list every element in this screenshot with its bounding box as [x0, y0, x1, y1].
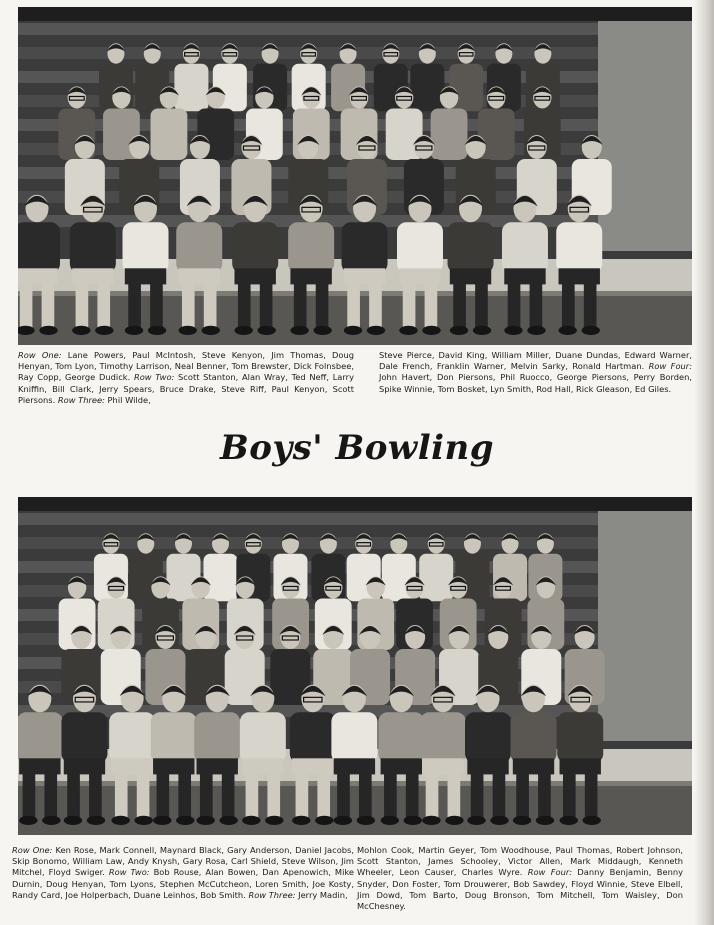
leg: [44, 772, 57, 818]
leg: [246, 772, 259, 818]
shirt: [556, 222, 602, 273]
leg: [508, 282, 521, 328]
lap: [422, 758, 463, 774]
leg: [585, 772, 598, 818]
shoe: [367, 326, 385, 335]
lap: [381, 758, 422, 774]
row-label: Row Four:: [527, 867, 573, 878]
shoe: [583, 816, 601, 825]
shoe: [399, 326, 417, 335]
lap: [399, 268, 440, 284]
shoe: [560, 816, 578, 825]
shirt: [342, 222, 388, 273]
shoe: [111, 816, 129, 825]
shirt: [123, 222, 169, 273]
shoe: [445, 816, 463, 825]
team-photo-top-image: [18, 7, 692, 345]
leg: [296, 772, 309, 818]
leg: [530, 282, 543, 328]
shirt: [194, 712, 240, 763]
caption-names: Scott Stanton, Alan Wray, Ted Neff, Larry Kniffin, Bill Clark, Jerry Spears, Bruce Drake, Steve Riff, Paul Kenyon, Scott Piersons.: [18, 372, 354, 405]
team-photo-bottom: [18, 497, 692, 835]
leg: [97, 282, 110, 328]
shirt: [70, 222, 116, 273]
shoe: [176, 816, 194, 825]
shirt: [18, 712, 63, 763]
leg: [178, 772, 191, 818]
leg: [200, 772, 213, 818]
page-edge: [694, 0, 714, 925]
shirt: [448, 222, 494, 273]
shoe: [334, 816, 352, 825]
shirt: [203, 554, 237, 602]
leg: [20, 282, 33, 328]
shirt: [151, 712, 197, 763]
leg: [128, 282, 141, 328]
shirt: [397, 222, 443, 273]
leg: [260, 282, 273, 328]
caption-names: Phil Wilde,: [104, 394, 151, 405]
leg: [426, 772, 439, 818]
leg: [182, 282, 195, 328]
shirt: [410, 64, 444, 112]
caption-names: Mohlon Cook, Martin Geyer, Tom Woodhouse, Paul Thomas, Robert Johnson, Scott Stanton, James Schooley, Victor Allen, Mark Middaugh, Kenneth Wheeler, Leon Causer, Charles Wyre.: [357, 845, 683, 878]
caption-names: Bob Rouse, Alan Bowen, Dan Apenowich, Mike Durnin, Doug Henyan, Tom Lyons, Stephen McCutcheon, Loren Smith, Joe Kosty, Randy Card, Joe Holperbach, Duane Leinhos, Bob Smith.: [12, 867, 354, 900]
shoe: [134, 816, 152, 825]
shoe: [42, 816, 60, 825]
lap: [18, 268, 58, 284]
caption-bottom-right: [357, 845, 683, 912]
lap: [559, 268, 600, 284]
lap: [292, 758, 333, 774]
shoe: [265, 816, 283, 825]
lap: [290, 268, 331, 284]
caption-bottom-left: [12, 845, 354, 901]
row-label: Row Four:: [648, 361, 692, 372]
shoe: [357, 816, 375, 825]
caption-top-right: [379, 350, 692, 395]
shoe: [87, 816, 105, 825]
caption-names: Steve Pierce, David King, William Miller, Duane Dundas, Edward Warner, Dale French, Franklin Warner, Melvin Sarky, Ronald Hartman.: [379, 350, 692, 372]
shirt: [174, 64, 208, 112]
shoe: [148, 326, 166, 335]
row-label: Row Two:: [108, 867, 150, 878]
lap: [560, 758, 601, 774]
lap: [504, 268, 545, 284]
shirt: [109, 712, 155, 763]
shoe: [197, 816, 215, 825]
shoe: [490, 816, 508, 825]
shoe: [513, 816, 531, 825]
leg: [67, 772, 80, 818]
shirt: [290, 712, 336, 763]
shirt: [465, 712, 511, 763]
shoe: [536, 816, 554, 825]
leg: [42, 282, 55, 328]
leg: [448, 772, 461, 818]
shoe: [450, 326, 468, 335]
shirt: [176, 222, 222, 273]
shoe: [404, 816, 422, 825]
shoe: [95, 326, 113, 335]
shoe: [422, 816, 440, 825]
leg: [317, 772, 330, 818]
leg: [89, 772, 102, 818]
caption-names: John Havert, Don Piersons, Phil Ruocco, George Piersons, Perry Borden, Spike Winnie, Tom Bosket, Lyn Smith, Rod Hall, Rick Gleason, Ed Giles.: [379, 372, 692, 394]
shoe: [39, 326, 57, 335]
shoe: [467, 816, 485, 825]
shirt: [420, 712, 466, 763]
leg: [347, 282, 360, 328]
shirt: [419, 554, 453, 602]
leg: [267, 772, 280, 818]
shirt: [151, 108, 188, 160]
shirt: [557, 712, 603, 763]
shirt: [18, 222, 60, 273]
shoe: [292, 816, 310, 825]
lap: [64, 758, 105, 774]
shirt: [502, 222, 548, 273]
lap: [234, 268, 275, 284]
leg: [562, 282, 575, 328]
leg: [563, 772, 576, 818]
shoe: [64, 816, 82, 825]
shoe: [72, 326, 90, 335]
leg: [384, 772, 397, 818]
leg: [516, 772, 529, 818]
row-label: Row One:: [18, 350, 62, 360]
lap: [125, 268, 166, 284]
shoe: [153, 816, 171, 825]
lap: [467, 758, 508, 774]
shoe: [381, 816, 399, 825]
lap: [197, 758, 238, 774]
row-label: Row Three:: [248, 889, 296, 900]
page-title: Boys' Bowling: [219, 428, 495, 468]
row-label: Row Three:: [57, 394, 105, 405]
shirt: [288, 222, 334, 273]
team-photo-top: [18, 7, 692, 345]
shirt: [331, 712, 377, 763]
row-label: Row Two:: [133, 372, 175, 383]
leg: [23, 772, 36, 818]
shoe: [242, 816, 260, 825]
shoe: [290, 326, 308, 335]
shoe: [313, 326, 331, 335]
shoe: [315, 816, 333, 825]
leg: [403, 282, 416, 328]
caption-top-left: [18, 350, 354, 406]
caption-names: Jerry Madin,: [295, 889, 348, 900]
shirt: [378, 712, 424, 763]
shoe: [473, 326, 491, 335]
leg: [475, 282, 488, 328]
shoe: [527, 326, 545, 335]
leg: [359, 772, 372, 818]
shoe: [19, 816, 37, 825]
shirt: [61, 712, 107, 763]
leg: [204, 282, 217, 328]
caption-names: Ken Rose, Mark Connell, Maynard Black, Gary Anderson, Daniel Jacobs, Skip Bonomo, William Law, Andy Knysh, Gary Rosa, Carl Shield, Steve Wilson, Jim Mitchel, Floyd Swiger.: [12, 845, 355, 878]
leg: [471, 772, 484, 818]
leg: [294, 282, 307, 328]
leg: [316, 282, 329, 328]
leg: [238, 282, 251, 328]
lap: [344, 268, 385, 284]
shoe: [504, 326, 522, 335]
bleacher-step: [18, 513, 692, 525]
caption-names: Lane Powers, Paul McIntosh, Steve Kenyon, Jim Thomas, Doug Henyan, Tom Lyon, Timothy Larrison, Neal Benner, Tom Brewster, Dick Folnsbee, Ray Copp, George Dudick.: [18, 350, 355, 383]
lap: [72, 268, 113, 284]
leg: [137, 772, 150, 818]
leg: [453, 282, 466, 328]
leg: [222, 772, 235, 818]
ceiling-beam: [18, 7, 692, 21]
team-photo-bottom-image: [18, 497, 692, 835]
ceiling-beam: [18, 497, 692, 511]
leg: [157, 772, 170, 818]
lap: [450, 268, 491, 284]
shoe: [344, 326, 362, 335]
caption-names: Danny Benjamin, Benny Snyder, Don Foster, Tom Drouwerer, Bob Sawdey, Floyd Winnie, Steve Elbell, Jim Dowd, Tom Barto, Doug Bronson, Tom Mitchell, Tom Waisley, Don McChesney.: [357, 867, 684, 912]
shoe: [257, 326, 275, 335]
leg: [584, 282, 597, 328]
shirt: [431, 108, 468, 160]
lap: [153, 758, 194, 774]
shoe: [559, 326, 577, 335]
shoe: [234, 326, 252, 335]
shoe: [125, 326, 143, 335]
lap: [19, 758, 60, 774]
bleacher-step: [18, 23, 692, 35]
leg: [76, 282, 89, 328]
shoe: [582, 326, 600, 335]
leg: [538, 772, 551, 818]
leg: [406, 772, 419, 818]
shoe: [220, 816, 238, 825]
shirt: [240, 712, 286, 763]
leg: [115, 772, 128, 818]
shoe: [422, 326, 440, 335]
side-wall: [598, 21, 692, 251]
leg: [150, 282, 163, 328]
leg: [369, 282, 382, 328]
shirt: [232, 222, 278, 273]
lap: [334, 758, 375, 774]
lap: [242, 758, 283, 774]
leg: [425, 282, 438, 328]
side-wall: [598, 511, 692, 741]
lap: [111, 758, 152, 774]
shoe: [179, 326, 197, 335]
lap: [179, 268, 220, 284]
leg: [493, 772, 506, 818]
shoe: [202, 326, 220, 335]
shirt: [511, 712, 557, 763]
lap: [513, 758, 554, 774]
row-label: Row One:: [12, 845, 53, 855]
leg: [337, 772, 350, 818]
